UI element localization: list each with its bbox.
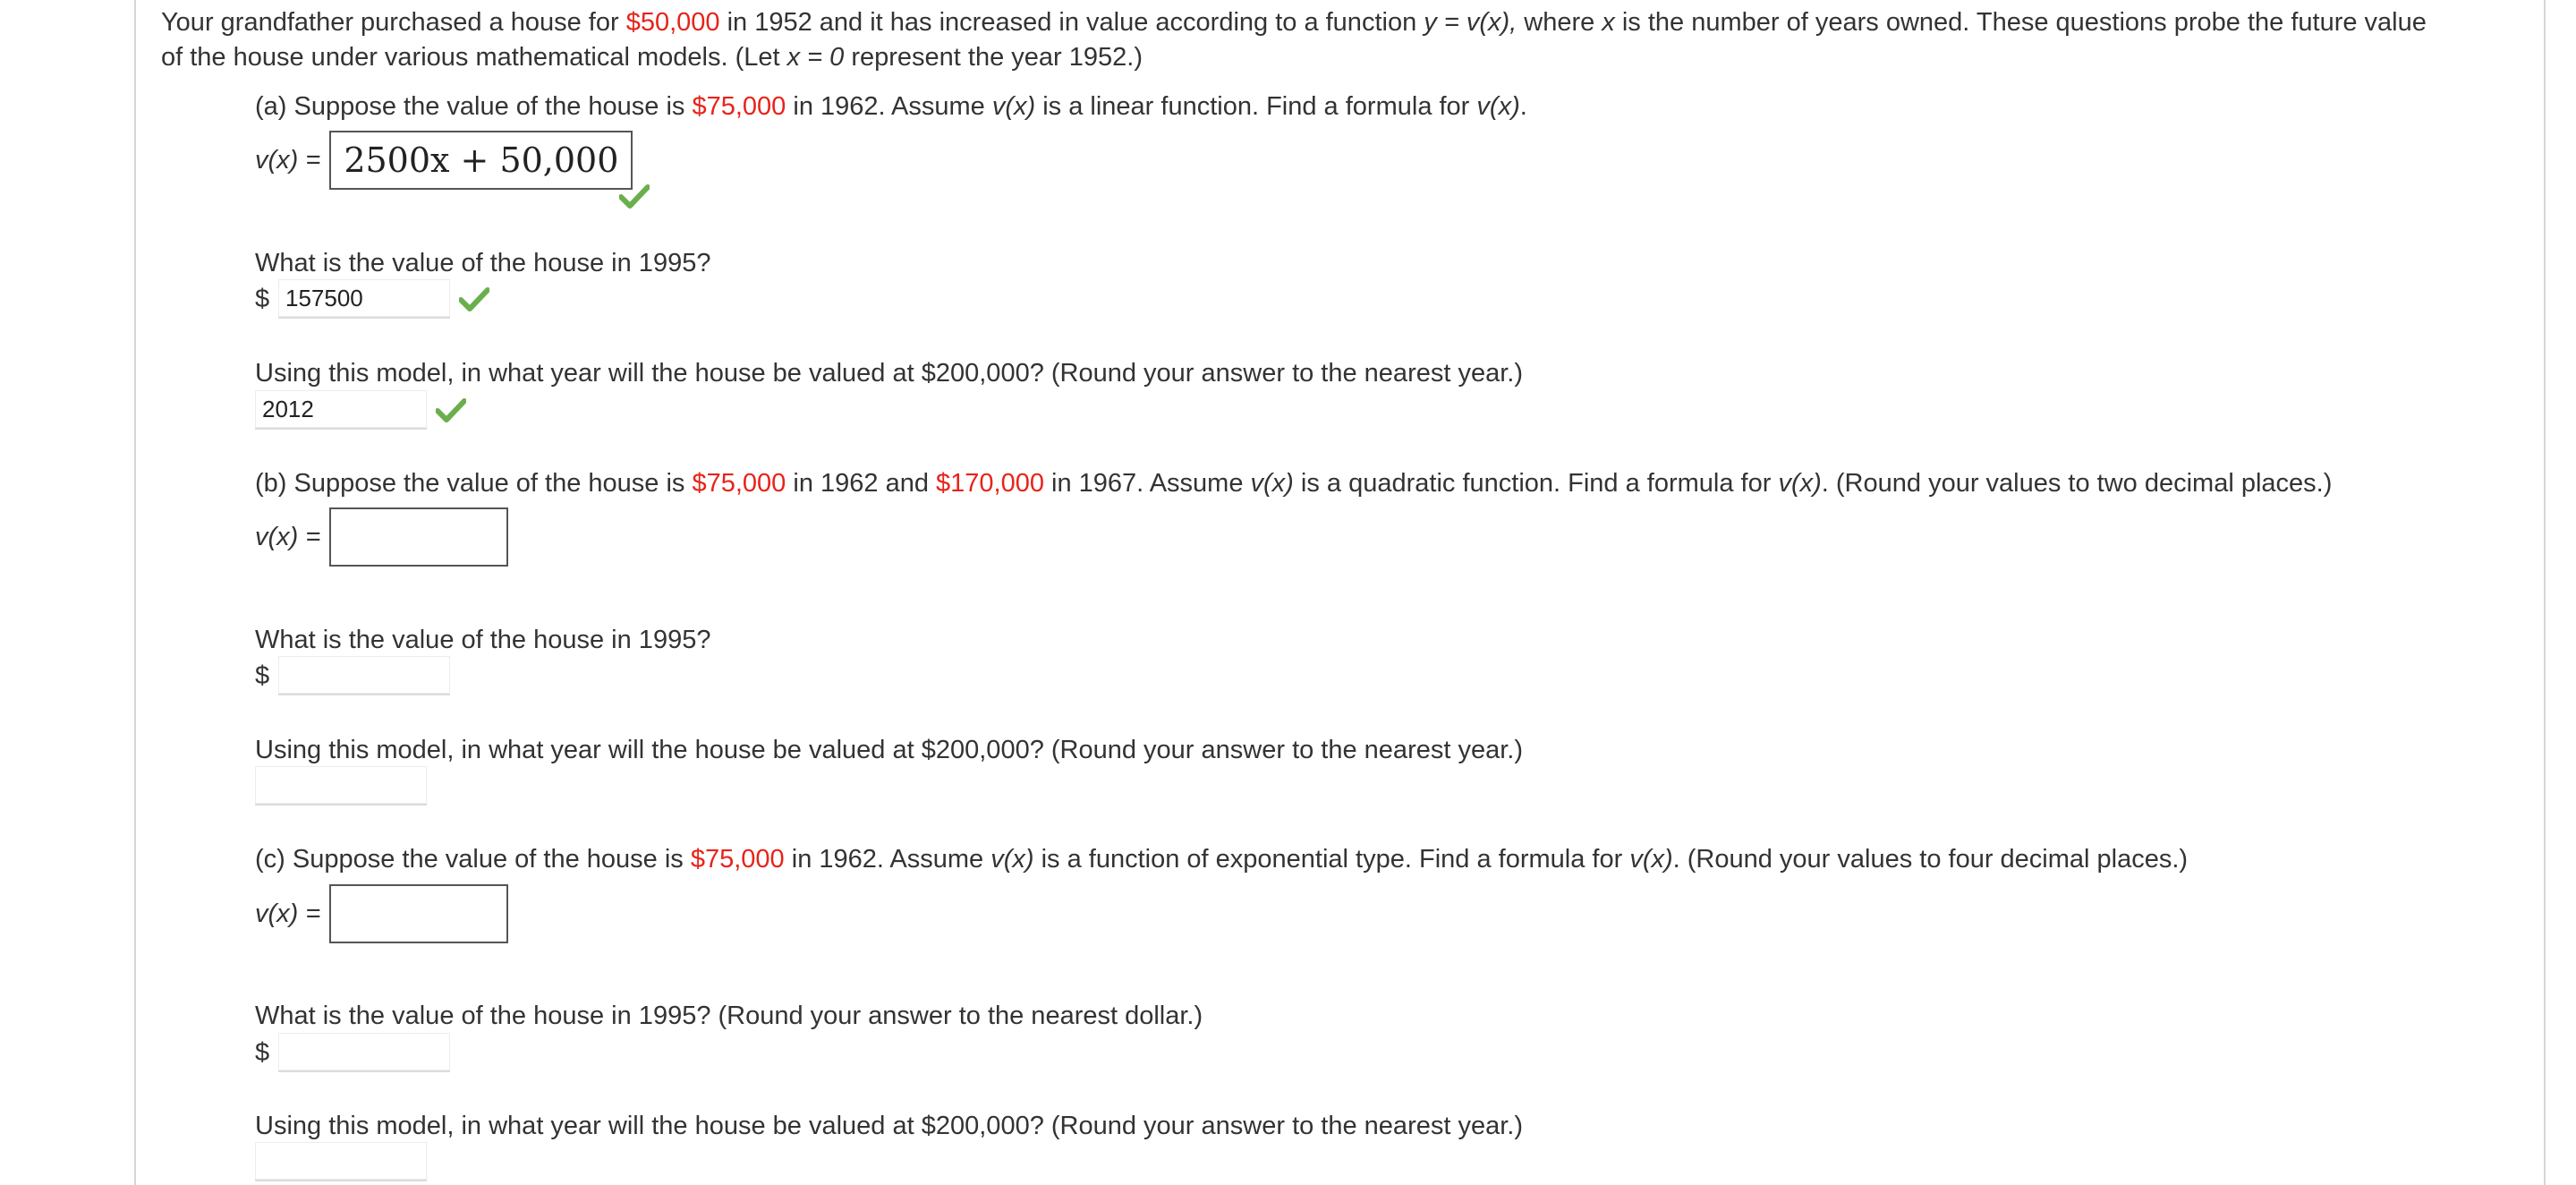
check-icon (459, 286, 489, 311)
function-notation: y = v(x), (1424, 8, 1518, 37)
intro-text: represent the year 1952.) (844, 43, 1143, 72)
part-c-formula-row (255, 884, 508, 943)
part-a-formula-row (255, 131, 633, 190)
part-b-q3: Using this model, in what year will the house be valued at $200,000? (Round your answer to the nearest year.) (255, 736, 1523, 764)
part-a-q3: Using this model, in what year will the house be valued at $200,000? (Round your answer to the nearest year.) (255, 359, 1523, 388)
check-icon (436, 397, 466, 422)
check-icon (619, 183, 650, 209)
intro-text: is the number of years owned. These questions probe the future value (1614, 8, 2427, 37)
part-b-formula-input[interactable] (329, 507, 508, 567)
part-a-year-input[interactable]: 2012 (255, 390, 427, 430)
part-a-q2: What is the value of the house in 1995? (255, 249, 711, 277)
part-c-q2: What is the value of the house in 1995? (Round your answer to the nearest dollar.) (255, 1002, 1203, 1030)
part-c-q3-row (255, 1142, 427, 1181)
value-1962: $75,000 (692, 92, 786, 121)
part-b-formula-row (255, 507, 508, 567)
part-b-year-input[interactable] (255, 766, 427, 806)
part-a-formula-input[interactable]: 2500x + 50,000 (329, 131, 633, 190)
part-a-q3-row (255, 390, 466, 430)
right-border (2544, 0, 2546, 1185)
part-a-q2-row (255, 279, 489, 319)
part-b-question: (b) Suppose the value of the house is $75,000 in 1962 and $170,000 in 1967. Assume v(x) is a quadratic function. Find a formula for v(x). (Round your values to two decimal places.) (255, 469, 2333, 498)
part-b-q2-row (255, 656, 450, 695)
part-b-q2: What is the value of the house in 1995? (255, 626, 711, 654)
value-1962: $75,000 (692, 469, 786, 498)
intro-text: of the house under various mathematical models. (Let (161, 43, 787, 72)
variable-x: x (1602, 8, 1615, 37)
value-1962: $75,000 (690, 845, 785, 874)
value-1967: $170,000 (936, 469, 1044, 498)
part-c-formula-input[interactable] (329, 884, 508, 943)
part-c-q3: Using this model, in what year will the house be valued at $200,000? (Round your answer to the nearest year.) (255, 1112, 1523, 1140)
x-zero: x = 0 (786, 43, 845, 72)
intro-text: where (1517, 8, 1603, 37)
intro-line-2 (161, 40, 2523, 75)
dollar-sign: $ (255, 1037, 270, 1067)
formula-label: v(x) = (255, 522, 321, 551)
dollar-sign: $ (255, 284, 270, 313)
intro-text: in 1952 and it has increased in value according to a function (719, 8, 1424, 37)
formula-label: v(x) = (255, 145, 321, 175)
dollar-sign: $ (255, 661, 270, 690)
part-c-year-input[interactable] (255, 1142, 427, 1181)
intro-text: Your grandfather purchased a house for (161, 8, 626, 37)
part-b-q3-row (255, 766, 427, 806)
part-a-question: (a) Suppose the value of the house is $75,000 in 1962. Assume v(x) is a linear function. Find a formula for v(x). (255, 92, 1527, 121)
part-a-1995-value-input[interactable]: 157500 (278, 279, 450, 319)
part-c-q2-row (255, 1033, 450, 1072)
formula-label: v(x) = (255, 899, 321, 928)
part-c-1995-value-input[interactable] (278, 1033, 450, 1072)
intro-line-1 (161, 5, 2523, 40)
part-c-question: (c) Suppose the value of the house is $75,000 in 1962. Assume v(x) is a function of exponential type. Find a formula for v(x). (Round your values to four decimal places.) (255, 845, 2189, 874)
part-b-1995-value-input[interactable] (278, 656, 450, 695)
left-border (134, 0, 136, 1185)
initial-value: $50,000 (625, 8, 720, 37)
